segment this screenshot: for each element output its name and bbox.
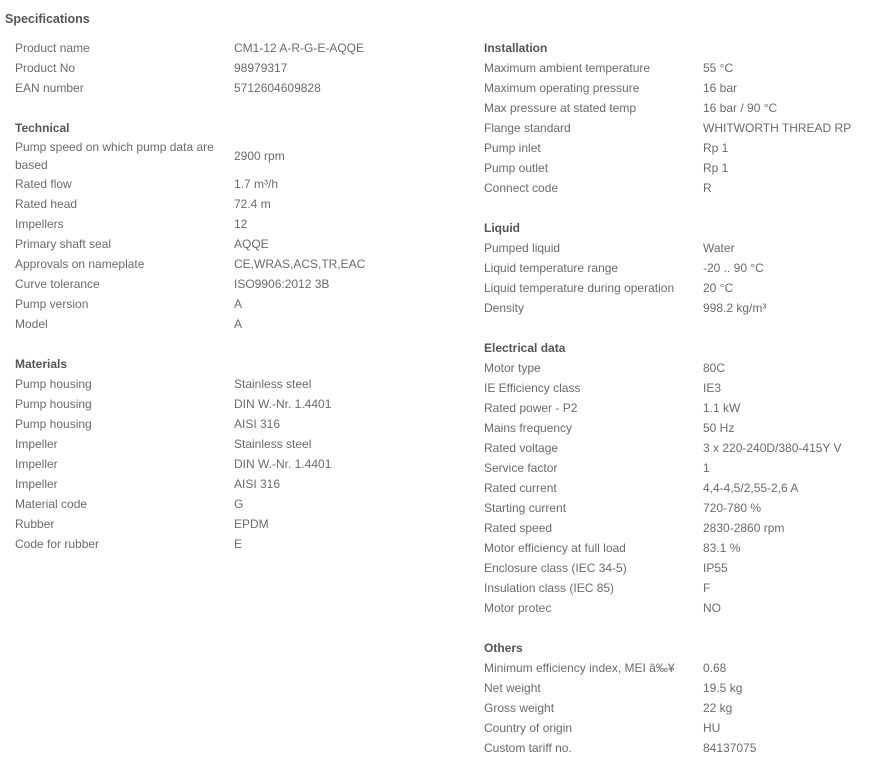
spec-label: Connect code (484, 181, 559, 195)
spec-value: EPDM (234, 517, 269, 531)
spec-label: Country of origin (484, 721, 573, 735)
spec-label: Enclosure class (IEC 34-5) (484, 561, 627, 575)
spec-label: IE Efficiency class (484, 381, 581, 395)
spec-section (484, 338, 876, 618)
spec-label: Starting current (484, 501, 567, 515)
spec-label: Impeller (15, 437, 58, 451)
spec-row (484, 698, 876, 718)
spec-value: 16 bar (703, 81, 738, 95)
spec-row (15, 274, 465, 294)
spec-value: 1.7 m³/h (234, 177, 279, 191)
spec-row (484, 358, 876, 378)
spec-value: AQQE (234, 237, 269, 251)
spec-value: 5712604609828 (234, 81, 321, 95)
spec-label: EAN number (15, 81, 84, 95)
spec-label: Impeller (15, 457, 58, 471)
spec-row (484, 598, 876, 618)
spec-row (15, 434, 465, 454)
spec-row (484, 298, 876, 318)
spec-row (484, 58, 876, 78)
spec-label: Pump housing (15, 417, 92, 431)
spec-label: Code for rubber (15, 537, 100, 551)
page-title: Specifications (5, 12, 90, 26)
spec-label: Rated flow (15, 177, 72, 191)
spec-row (484, 458, 876, 478)
spec-row (484, 478, 876, 498)
spec-label: Rated voltage (484, 441, 559, 455)
spec-value: 4,4-4,5/2,55-2,6 A (703, 481, 799, 495)
spec-value: 1.1 kW (703, 401, 741, 415)
spec-label: Product No (15, 61, 76, 75)
spec-row (15, 454, 465, 474)
section-title: Electrical data (484, 341, 566, 355)
spec-row (484, 238, 876, 258)
spec-value: A (234, 317, 243, 331)
spec-label: Net weight (484, 681, 541, 695)
spec-label: Insulation class (IEC 85) (484, 581, 615, 595)
spec-value: 50 Hz (703, 421, 735, 435)
spec-label: Flange standard (484, 121, 571, 135)
spec-row (484, 138, 876, 158)
spec-row (15, 138, 465, 174)
spec-value: 80C (703, 361, 726, 375)
spec-label: Pump outlet (484, 161, 549, 175)
spec-row (484, 378, 876, 398)
spec-row (15, 254, 465, 274)
spec-value: 98979317 (234, 61, 288, 75)
spec-row (484, 278, 876, 298)
spec-value: IP55 (703, 561, 728, 575)
spec-label: Mains frequency (484, 421, 573, 435)
spec-row (484, 438, 876, 458)
spec-label: Curve tolerance (15, 277, 100, 291)
spec-label: Service factor (484, 461, 558, 475)
spec-row (484, 738, 876, 758)
spec-label: Primary shaft seal (15, 237, 112, 251)
spec-row (484, 78, 876, 98)
spec-label: Minimum efficiency index, MEI â‰¥ (484, 661, 675, 675)
spec-label: Rated current (484, 481, 557, 495)
spec-row (15, 514, 465, 534)
spec-row (484, 418, 876, 438)
spec-label: Motor protec (484, 601, 552, 615)
spec-label: Impeller (15, 477, 58, 491)
spec-label: Motor type (484, 361, 541, 375)
spec-row (15, 194, 465, 214)
spec-row (484, 258, 876, 278)
spec-label: Maximum operating pressure (484, 81, 640, 95)
spec-label: Liquid temperature range (484, 261, 619, 275)
spec-label: Pump housing (15, 377, 92, 391)
spec-label: Max pressure at stated temp (484, 101, 637, 115)
spec-value: 16 bar / 90 °C (703, 101, 778, 115)
spec-label: Motor efficiency at full load (484, 541, 626, 555)
spec-value: DIN W.-Nr. 1.4401 (234, 457, 332, 471)
spec-label: Approvals on nameplate (15, 257, 145, 271)
spec-row (15, 314, 465, 334)
spec-value: Rp 1 (703, 161, 729, 175)
spec-value: 998.2 kg/m³ (703, 301, 767, 315)
spec-section (15, 38, 465, 98)
spec-label: Liquid temperature during operation (484, 281, 675, 295)
spec-value: 20 °C (703, 281, 734, 295)
spec-row (484, 398, 876, 418)
spec-row (15, 78, 465, 98)
spec-section (15, 118, 465, 334)
spec-section (484, 218, 876, 318)
spec-row (484, 718, 876, 738)
spec-label: Density (484, 301, 525, 315)
section-title: Others (484, 641, 523, 655)
spec-value: R (703, 181, 712, 195)
section-title: Liquid (484, 221, 520, 235)
spec-value: HU (703, 721, 721, 735)
spec-value: 83.1 % (703, 541, 741, 555)
spec-value: 19.5 kg (703, 681, 743, 695)
section-title: Installation (484, 41, 548, 55)
spec-label: Rated speed (484, 521, 553, 535)
spec-value: 12 (234, 217, 248, 231)
spec-section (484, 38, 876, 198)
spec-label: Pump speed on which pump data are based (15, 140, 214, 172)
spec-row (484, 558, 876, 578)
spec-value: AISI 316 (234, 417, 281, 431)
spec-label: Product name (15, 41, 90, 55)
spec-row (484, 98, 876, 118)
spec-row (15, 58, 465, 78)
spec-value: WHITWORTH THREAD RP (703, 121, 852, 135)
spec-row (15, 374, 465, 394)
spec-row (15, 294, 465, 314)
spec-value: AISI 316 (234, 477, 281, 491)
spec-value: 720-780 % (703, 501, 762, 515)
spec-label: Pumped liquid (484, 241, 561, 255)
spec-label: Custom tariff no. (484, 741, 572, 755)
spec-row (484, 578, 876, 598)
spec-label: Rubber (15, 517, 55, 531)
spec-value: F (703, 581, 711, 595)
spec-value: 22 kg (703, 701, 733, 715)
spec-label: Pump housing (15, 397, 92, 411)
spec-row (15, 394, 465, 414)
spec-value: Stainless steel (234, 437, 312, 451)
spec-section (15, 354, 465, 554)
spec-value: G (234, 497, 244, 511)
spec-row (15, 534, 465, 554)
spec-value: 2830-2860 rpm (703, 521, 785, 535)
spec-section (484, 638, 876, 758)
spec-value: 0.68 (703, 661, 727, 675)
spec-value: 55 °C (703, 61, 734, 75)
spec-value: A (234, 297, 243, 311)
spec-value: ISO9906:2012 3B (234, 277, 330, 291)
spec-label: Pump inlet (484, 141, 541, 155)
left-column (15, 38, 465, 574)
spec-value: 1 (703, 461, 710, 475)
spec-row (15, 414, 465, 434)
spec-value: 72.4 m (234, 197, 271, 211)
spec-row (15, 234, 465, 254)
spec-label: Impellers (15, 217, 64, 231)
spec-label: Rated power - P2 (484, 401, 578, 415)
section-title: Technical (15, 121, 70, 135)
spec-row (484, 658, 876, 678)
spec-label: Maximum ambient temperature (484, 61, 651, 75)
right-column (484, 38, 876, 778)
spec-value: CE,WRAS,ACS,TR,EAC (234, 257, 366, 271)
spec-label: Rated head (15, 197, 78, 211)
spec-value: -20 .. 90 °C (703, 261, 764, 275)
spec-value: E (234, 537, 243, 551)
spec-value: DIN W.-Nr. 1.4401 (234, 397, 332, 411)
spec-label: Material code (15, 497, 88, 511)
spec-row (15, 214, 465, 234)
spec-value: 3 x 220-240D/380-415Y V (703, 441, 842, 455)
spec-row (484, 518, 876, 538)
spec-value: Rp 1 (703, 141, 729, 155)
spec-row (484, 158, 876, 178)
spec-label: Model (15, 317, 48, 331)
spec-value: 2900 rpm (234, 149, 285, 163)
spec-value: NO (703, 601, 721, 615)
spec-value: IE3 (703, 381, 722, 395)
spec-value: CM1-12 A-R-G-E-AQQE (234, 41, 365, 55)
spec-value: 84137075 (703, 741, 757, 755)
spec-row (15, 494, 465, 514)
spec-value: Stainless steel (234, 377, 312, 391)
spec-row (484, 178, 876, 198)
spec-label: Pump version (15, 297, 89, 311)
spec-row (484, 678, 876, 698)
spec-value: Water (703, 241, 735, 255)
spec-row (484, 538, 876, 558)
spec-label: Gross weight (484, 701, 555, 715)
spec-row (484, 118, 876, 138)
spec-row (15, 474, 465, 494)
section-title: Materials (15, 357, 68, 371)
spec-row (15, 38, 465, 58)
spec-row (484, 498, 876, 518)
spec-row (15, 174, 465, 194)
